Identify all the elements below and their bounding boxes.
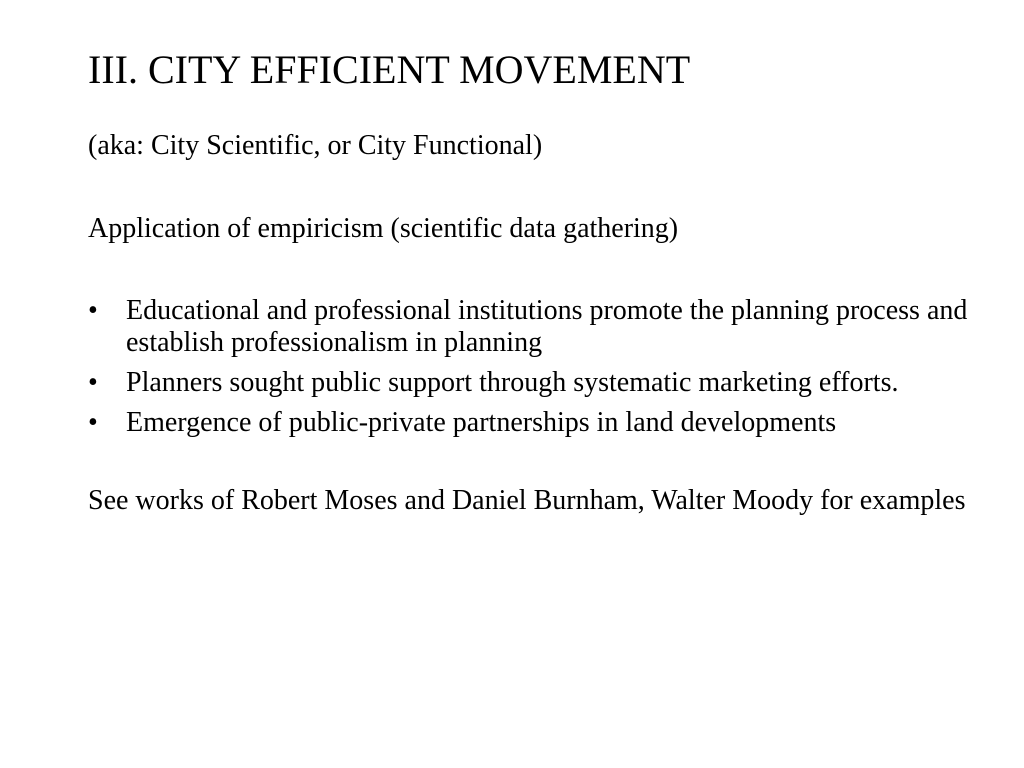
bullet-text: Educational and professional institutions promote the planning process and establish professionalism in planning [126,295,968,358]
slide-body [88,130,968,517]
slide-title: III. CITY EFFICIENT MOVEMENT [88,47,691,92]
intro-paragraph: Application of empiricism (scientific data gathering) [88,213,679,244]
bullet-icon: • [88,295,98,326]
bullet-item [88,295,968,359]
bullet-item [88,407,968,439]
bullet-icon: • [88,367,98,398]
closing-paragraph: See works of Robert Moses and Daniel Burnham, Walter Moody for examples [88,485,966,516]
bullet-text: Planners sought public support through systematic marketing efforts. [126,367,899,398]
bullet-item [88,367,968,399]
bullet-text: Emergence of public-private partnerships in land developments [126,407,837,438]
slide-subtitle: (aka: City Scientific, or City Functional) [88,130,543,161]
bullet-list [88,295,968,439]
bullet-icon: • [88,407,98,438]
